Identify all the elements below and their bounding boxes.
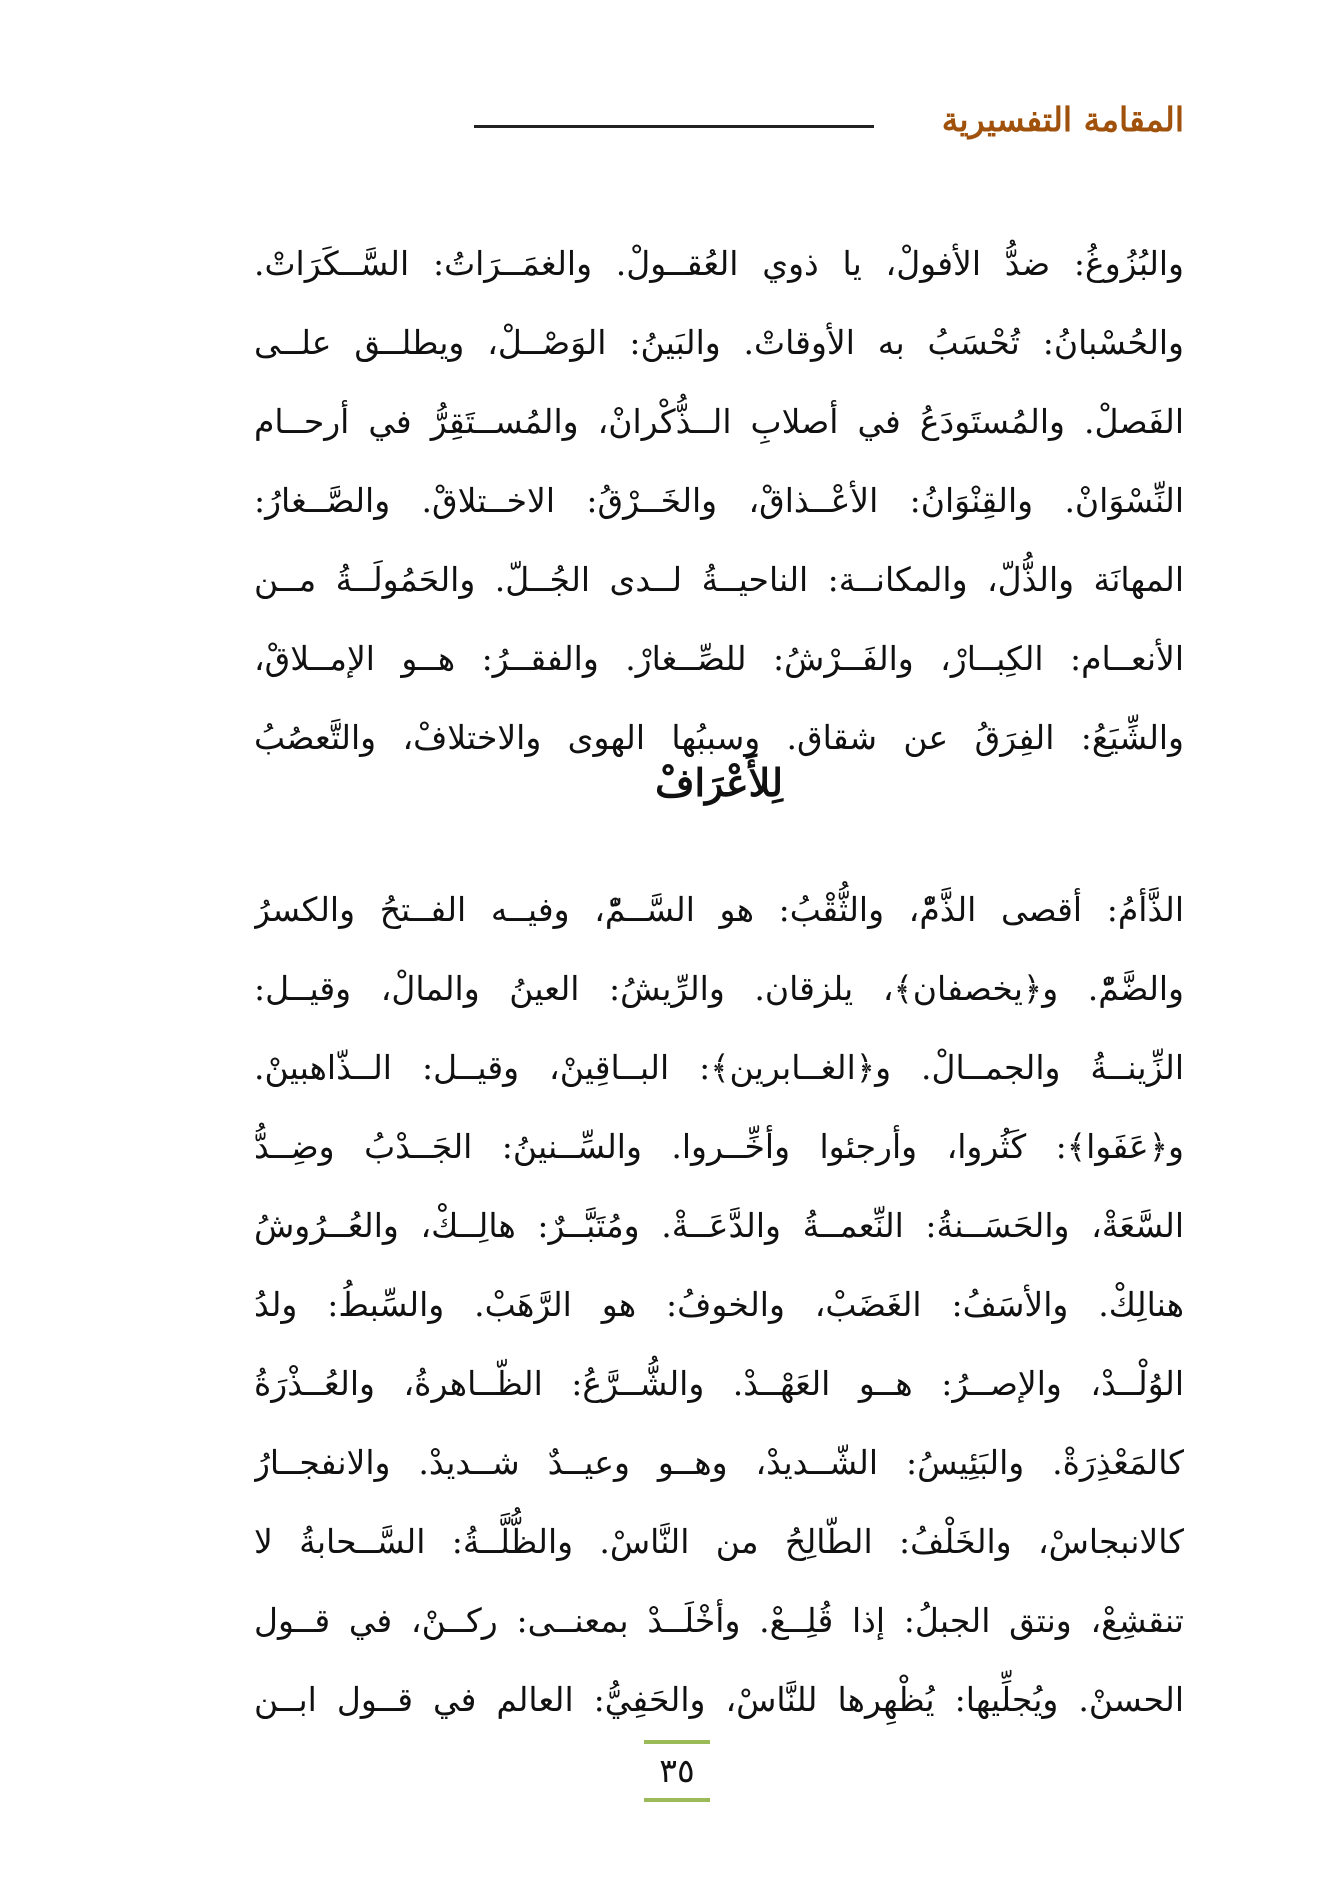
text-line: كالمَعْذِرَةْ. والبَئِيسُ: الشّــديدْ، وهــو وعيــدٌ شــديدْ. والانفجــارُ [254, 1443, 1184, 1482]
page-number: ٣٥ [659, 1751, 695, 1790]
text-line: النِّسْوَانْ. والقِنْوَانُ: الأعْــذاقْ، والخَــرْقُ: الاخــتلاقْ. والصَّــغارُ: [254, 481, 1184, 520]
text-line: كالانبجاسْ، والخَلْفُ: الطّالِحُ من النَّاسْ. والظُّلَّــةُ: السَّــحابةُ لا [254, 1522, 1184, 1561]
header-rule [474, 125, 874, 128]
text-line: الذَّأمُ: أقصى الذَّمّْ، والثُّقْبُ: هو السَّــمّْ، وفيــه الفــتحُ والكسرُ [254, 890, 1184, 929]
text-line: تنقشِعْ، ونتق الجبلُ: إذا قُلِــعْ. وأخْلَــدْ بمعنــى: ركــنْ، في قــول [254, 1601, 1184, 1640]
paragraph-1 [254, 224, 1184, 777]
text-line: الوُلْــدْ، والإصــرُ: هــو العَهْــدْ. والشُّــرَّعُ: الظّــاهرةُ، والعُــذْرَةُ [254, 1364, 1184, 1403]
text-line: والحُسْبانُ: تُحْسَبُ به الأوقاتْ. والبَينُ: الوَصْــلْ، ويطلــق علــى [254, 323, 1184, 362]
text-line: الزِّينــةُ والجمــالْ. و﴿الغــابرين﴾: البــاقِينْ، وقيــل: الــذّاهبينْ. [254, 1048, 1184, 1087]
paragraph-2 [254, 870, 1184, 1739]
text-line: هنالِكْ. والأسَفُ: الغَضَبْ، والخوفُ: هو الرَّهَبْ. والسِّبطُ: ولدُ [254, 1285, 1184, 1324]
page-number-rule-bottom [644, 1798, 710, 1802]
text-line: المهانَة والذُّلّ، والمكانــة: الناحيــةُ لــدى الجُــلّ. والحَمُولَــةُ مــن [254, 560, 1184, 599]
section-title: لِلأَعْرَافْ [655, 760, 783, 805]
text-line: والشِّيَعُ: الفِرَقُ عن شقاق. وسببُها الهوى والاختلافْ، والتَّعصُبُ [254, 718, 1184, 757]
page-number-rule-top [644, 1740, 710, 1744]
text-line: السَّعَةْ، والحَسَــنةُ: النِّعمــةُ والدَّعَــةْ. ومُتَبَّــرٌ: هالِــكْ، والعُــرُوشُ [254, 1206, 1184, 1245]
text-line: والضَّمّْ. و﴿يخصفان﴾، يلزقان. والرِّيشُ: العينُ والمالْ، وقيــل: [254, 969, 1184, 1008]
text-line: و﴿عَفَوا﴾: كَثُروا، وأرجئوا وأخِّــروا. والسِّــنينُ: الجَــدْبُ وضِــدُّ [254, 1127, 1184, 1166]
header-title: المقامة التفسيرية [941, 100, 1184, 139]
text-line: الحسنْ. ويُجلِّيها: يُظْهِرها للنَّاسْ، والحَفِيُّ: العالم في قــول ابــن [254, 1680, 1184, 1719]
text-line: والبُزُوغُ: ضدُّ الأفولْ، يا ذوي العُقــولْ. والغمَــرَاتُ: السَّــكَرَاتْ. [254, 244, 1184, 283]
page-header [254, 100, 1184, 146]
text-line: الأنعــام: الكِبــارْ، والفَــرْشُ: للصِّــغارْ. والفقــرُ: هــو الإمــلاقْ، [254, 639, 1184, 678]
text-line: الفَصلْ. والمُستَودَعُ في أصلابِ الــذُّكْرانْ، والمُســتَقِرُّ في أرحــام [254, 402, 1184, 441]
